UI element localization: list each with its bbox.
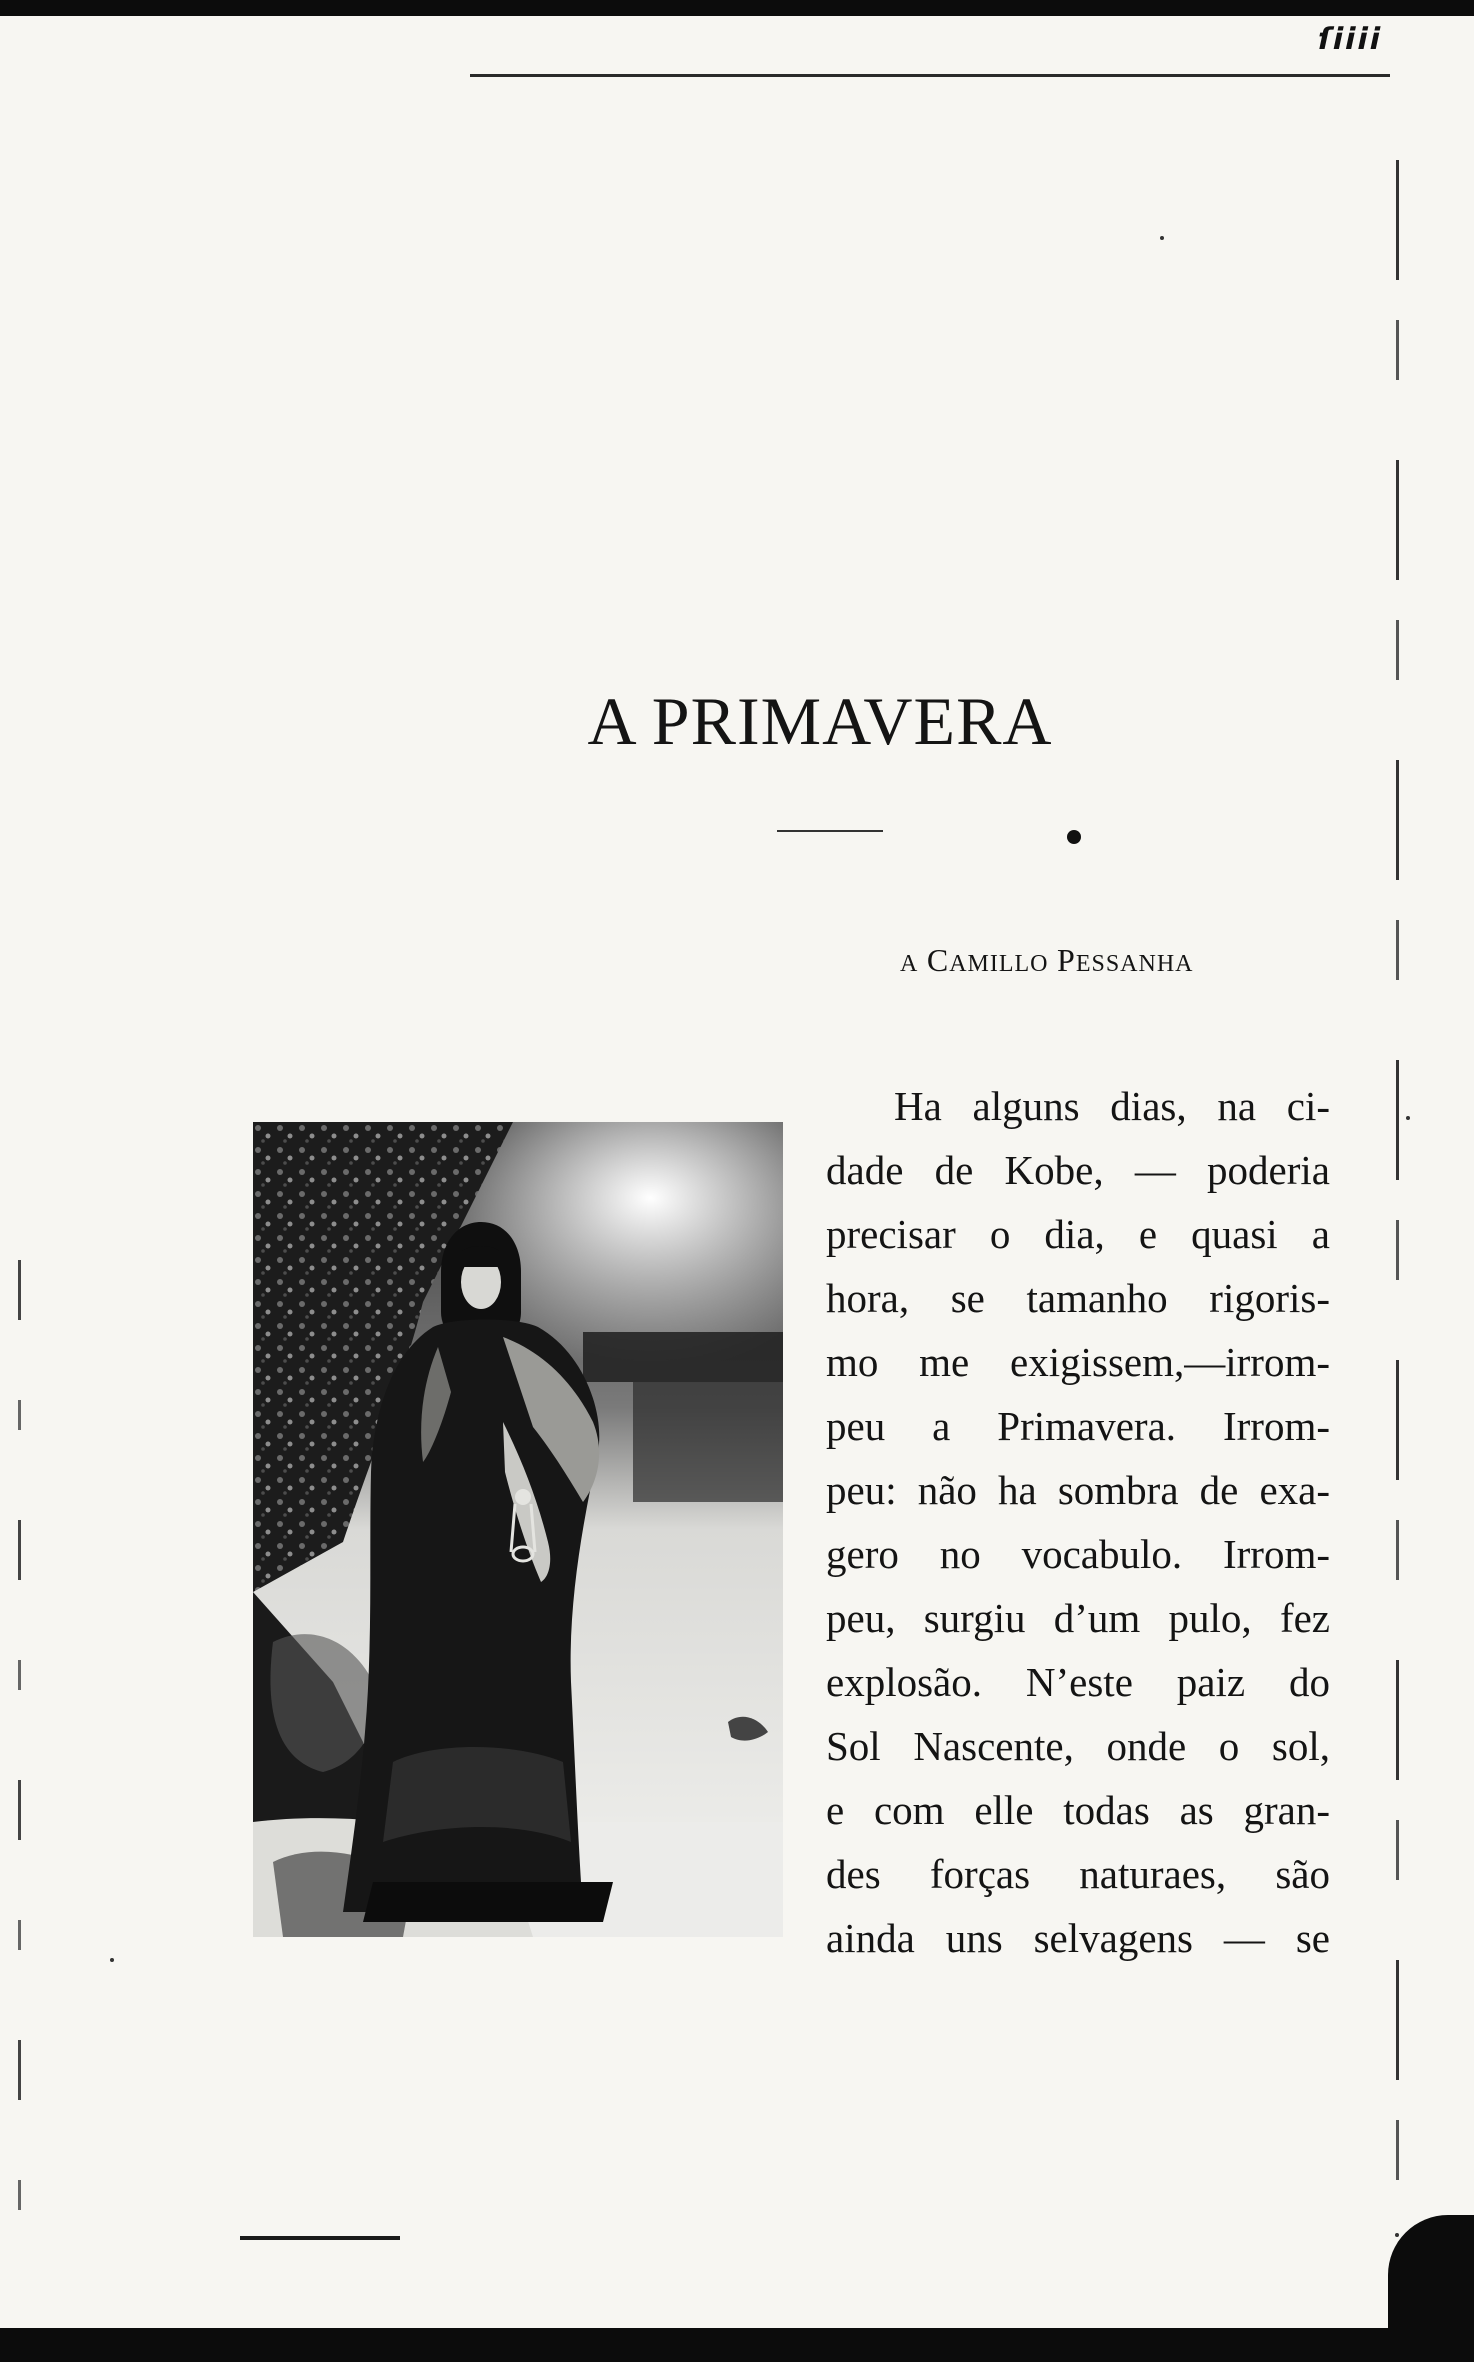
scan-bottom-right-shadow: [1388, 2215, 1474, 2335]
body-line: peu: não ha sombra de exa-: [826, 1467, 1330, 1513]
scan-speck: [1406, 1116, 1410, 1120]
photograph-woman-in-kimono: [253, 1122, 783, 1937]
scan-bottom-border: [0, 2328, 1474, 2362]
scan-bottom-rule: [240, 2236, 400, 2240]
page-title: A PRIMAVERA: [587, 682, 1053, 759]
body-line: gero no vocabulo. Irrom-: [826, 1531, 1330, 1577]
body-line: explosão. N’este paiz do: [826, 1659, 1330, 1705]
dedication-last-initial: P: [1057, 942, 1076, 978]
body-line: peu, surgiu d’um pulo, fez: [826, 1595, 1330, 1641]
scan-top-rule: [470, 74, 1390, 77]
body-line: des forças naturaes, são: [826, 1851, 1330, 1897]
body-line: Ha alguns dias, na ci-: [894, 1083, 1330, 1129]
body-line: peu a Primavera. Irrom-: [826, 1403, 1330, 1449]
dedication-first-rest: AMILLO: [949, 951, 1049, 977]
dedication: [900, 942, 1194, 979]
dedication-prefix: A: [900, 951, 919, 977]
body-text: [826, 1074, 1330, 1970]
scan-speck: [1395, 2233, 1399, 2237]
scan-speck: [110, 1958, 114, 1962]
body-line: hora, se tamanho rigoris-: [826, 1275, 1330, 1321]
ornament-dot: [1067, 830, 1081, 844]
body-line: mo me exigissem,—irrom-: [826, 1339, 1330, 1385]
body-line: dade de Kobe, — poderia: [826, 1147, 1330, 1193]
body-line: ainda uns selvagens — se: [826, 1915, 1330, 1961]
body-line: precisar o dia, e quasi a: [826, 1211, 1330, 1257]
page-edge-left: [18, 1260, 21, 2220]
photograph-illustration: [253, 1122, 783, 1937]
scan-top-border: [0, 0, 1474, 16]
dedication-last-rest: ESSANHA: [1075, 951, 1194, 977]
body-line: Sol Nascente, onde o sol,: [826, 1723, 1330, 1769]
scan-speck: [1160, 236, 1164, 240]
body-line: e com elle todas as gran-: [826, 1787, 1330, 1833]
ornament-rule: [777, 830, 883, 832]
dedication-first-initial: C: [926, 942, 950, 978]
corner-marks: ſiiii: [1314, 22, 1387, 57]
page-edge-right: [1396, 160, 1399, 2260]
